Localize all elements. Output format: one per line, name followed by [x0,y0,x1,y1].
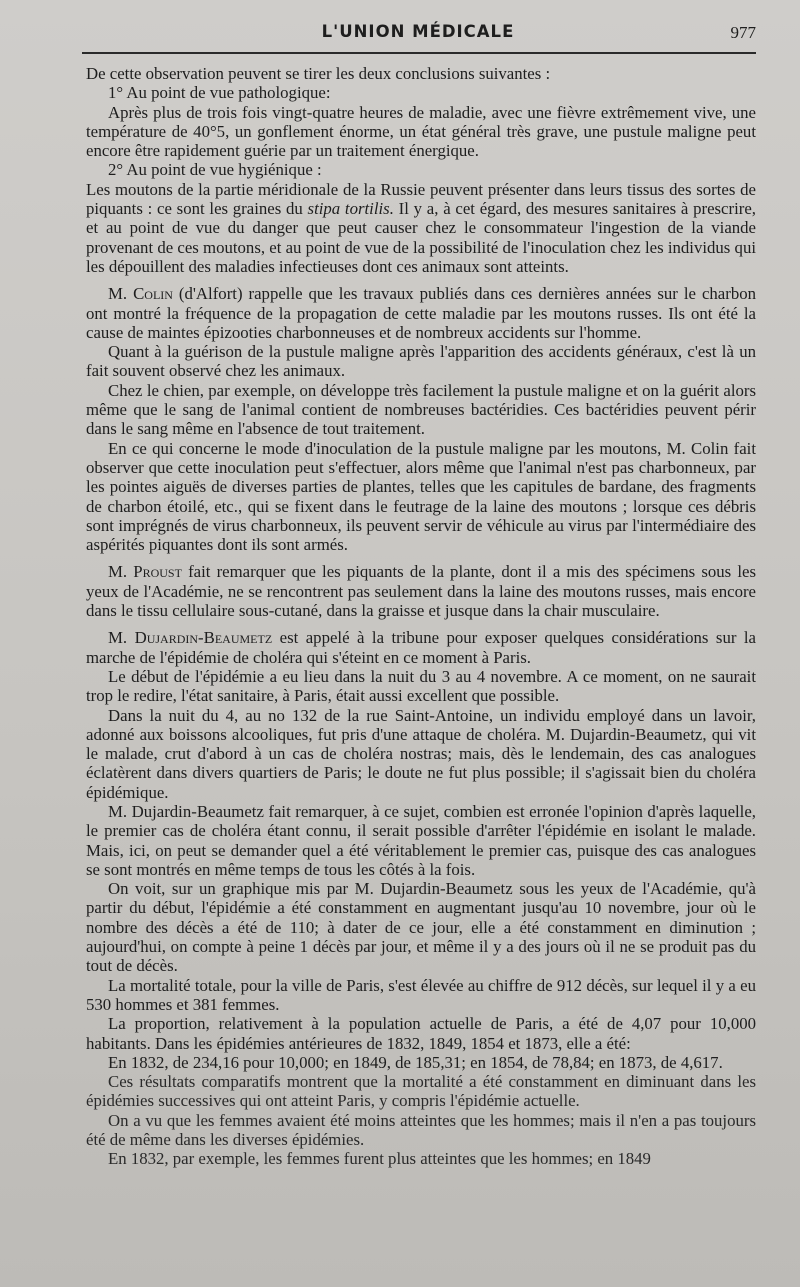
paragraph-text: Les moutons de la partie méridionale de la Russie peuvent présenter dans leurs tissus des sortes de piquants : ce sont les graines du [86,179,756,219]
paragraph: 1° Au point de vue pathologique: [108,83,331,103]
paragraph: En ce qui concerne le mode d'inoculation de la pustule maligne par les moutons, M. Colin fait observer que cette inoculation peut s'effectuer, alors même que l'animal n'est pas charbonneux, par les pointes aiguës de diverses parties de plantes, telles que les capitules de bardane, des fragments de charbon étoilé, etc., qui se fixent dans le feutrage de la laine des moutons ; lorsque ces débris sont imprégnés de virus charbonneux, ils peuvent servir de véhicule au virus par l'intermédiaire des aspérités piquantes dont ils sont armés. [86,438,756,555]
header-rule [82,52,756,54]
paragraph [86,284,756,342]
paragraph: Quant à la guérison de la pustule maligne après l'apparition des accidents généraux, c'est là un fait souvent observé chez les animaux. [86,342,756,381]
paragraph [86,180,756,276]
paragraph: De cette observation peuvent se tirer les deux conclusions suivantes : [86,64,551,83]
paragraph: Après plus de trois fois vingt-quatre heures de maladie, avec une fièvre extrêmement vive, une température de 40°5, un gonflement énorme, un état général très grave, une pustule maligne peut encore être rapidement guérie par un traitement énergique. [86,102,756,161]
paragraph: En 1832, par exemple, les femmes furent plus atteintes que les hommes; en 1849 [108,1149,651,1169]
paragraph: On a vu que les femmes avaient été moins atteintes que les hommes; mais il n'en a pas toujours été de même dans les diverses épidémies. [86,1110,756,1150]
paragraph: On voit, sur un graphique mis par M. Dujardin-Beaumetz sous les yeux de l'Académie, qu'à partir du début, l'épidémie a été constamment en augmentant jusqu'au 10 novembre, jour où le nombre des décès a été de 110; à dater de ce jour, elle a été constamment en diminution ; aujourd'hui, on compte à peine 1 décès par jour, et même il y a des jours où il ne se produit pas du tout de décès. [86,879,756,976]
running-header [80,20,756,46]
paragraph: Ces résultats comparatifs montrent que la mortalité a été constamment en diminuant dans les épidémies successives qui ont atteint Paris, y compris l'épidémie actuelle. [86,1072,756,1111]
paragraph-text: fait remarquer que les piquants de la plante, dont il a mis des spécimens sous les yeux de l'Académie, ne se rencontrent pas seulement dans la laine des moutons russes, mais encore dans le tissu cellulaire sous-cutané, dans la graisse et jusque dans la chair musculaire. [86,562,756,621]
paragraph: 2° Au point de vue hygiénique : [108,160,322,180]
paragraph-text: est appelé à la tribune pour exposer quelques considérations sur la marche de l'épidémie de choléra qui s'éteint en ce moment à Paris. [86,628,757,667]
paragraph: Chez le chien, par exemple, on développe très facilement la pustule maligne et on la guérit alors même que le sang de l'animal contient de nombreuses bactéridies. Ces bactéridies peuvent périr dans le sang même en l'absence de tout traitement. [86,380,756,439]
paragraph: M. Dujardin-Beaumetz fait remarquer, à ce sujet, combien est erronée l'opinion d'après laquelle, le premier cas de choléra étant connu, il serait possible d'arrêter l'épidémie en isolant le malade. Mais, ici, on peut se demander quel a été véritablement le premier cas, puisque des cas analogues se sont montrés en même temps de tous les côtés à la fois. [86,801,756,879]
journal-title: L'UNION MÉDICALE [321,22,515,41]
paragraph [86,628,756,667]
speaker-name: M. Proust [108,562,182,582]
paragraph: La proportion, relativement à la population actuelle de Paris, a été de 4,07 pour 10,000 habitants. Dans les épidémies antérieures de 1832, 1849, 1854 et 1873, elle a été: [86,1014,756,1053]
article-body [86,64,756,1169]
paragraph-text: Il y a, à cet égard, des mesures sanitaires à prescrire, et au point de vue du danger que peut causer chez le consommateur l'ingestion de la viande provenant de ces moutons, et au point de vue de la possibilité de l'inoculation chez les individus qui les dépouillent des maladies infectieuses dont ces animaux sont atteints. [86,199,756,276]
paragraph: La mortalité totale, pour la ville de Paris, s'est élevée au chiffre de 912 décès, sur lequel il y a eu 530 hommes et 381 femmes. [86,975,756,1014]
paragraph: Le début de l'épidémie a eu lieu dans la nuit du 3 au 4 novembre. A ce moment, on ne saurait trop le redire, l'état sanitaire, à Paris, était aussi excellent que possible. [86,666,756,706]
paragraph: Dans la nuit du 4, au no 132 de la rue Saint-Antoine, un individu employé dans un lavoir, adonné aux boissons alcooliques, fut pris d'une attaque de choléra. M. Dujardin-Beaumetz, qui vit le malade, crut d'abord à un cas de choléra nostras; mais, dès le lendemain, des cas analogues éclatèrent dans divers quartiers de Paris; le doute ne fut plus possible; il s'agissait bien du choléra épidémique. [86,705,756,802]
italic-term: stipa tortilis. [307,199,394,219]
speaker-name: M. Dujardin-Beaumetz [108,628,273,648]
page-number: 977 [730,23,756,42]
paragraph [86,562,756,620]
paragraph: En 1832, de 234,16 pour 10,000; en 1849, de 185,31; en 1854, de 78,84; en 1873, de 4,617. [108,1052,723,1072]
paragraph-text: (d'Alfort) rappelle que les travaux publiés dans ces dernières années sur le charbon ont montré la fréquence de la propagation de cette maladie par les moutons russes. Ils ont été la cause de maintes épizooties charbonneuses et de nombreux accidents sur l'homme. [86,284,756,342]
speaker-name: M. Colin [108,284,173,304]
